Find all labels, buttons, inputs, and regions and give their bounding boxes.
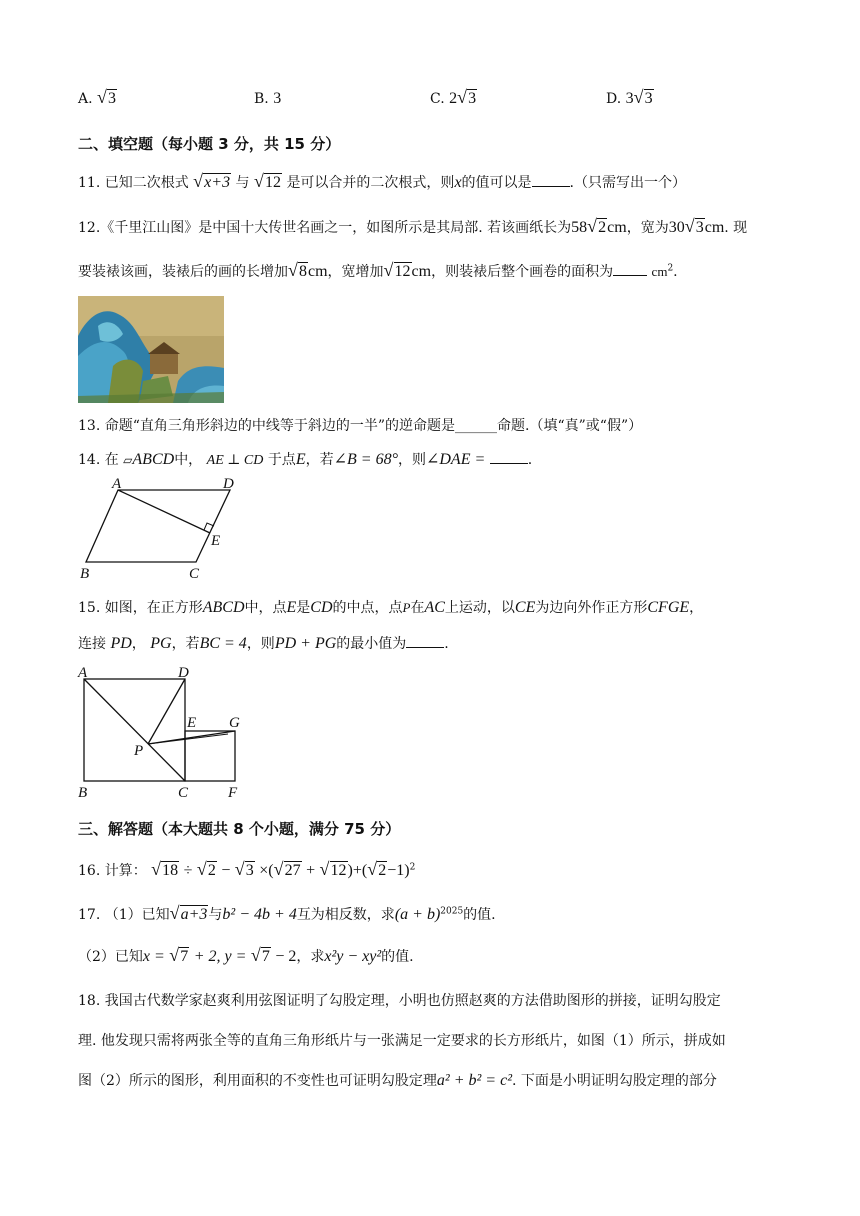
q12-text-d: 要装裱该画，装裱后的画的长增加 [78,264,288,280]
q14-text-c: 于点 [267,452,296,468]
parallelogram-figure [76,478,246,582]
q15-text-h: ， [689,600,704,616]
q16-rad3: √ 3 [236,862,255,880]
question-14 [78,449,532,469]
q12-text-e: ，宽增加 [327,264,384,280]
q12-area-unit: cm [651,264,668,279]
q16-op2: − [221,862,231,879]
q15-text-d: 的中点，点 [332,600,403,616]
q12-text-c: . 现 [724,220,748,236]
q12-add-wid-rad: √ 12 [385,263,412,281]
q18-text-b: . 下面是小明证明勾股定理的部分 [512,1073,717,1089]
q15-point-e: E [286,599,297,616]
q14-shape: ABCD [132,451,175,468]
parallelogram-shape [86,490,230,562]
q15-text-b: 中，点 [244,600,287,616]
q17-text-a: 17. （1）已知 [78,907,170,923]
q17-poly: b² − 4b + 4 [222,906,297,923]
painting-image [78,296,224,403]
q14-end: . [527,452,533,468]
option-d-coef: 3 [625,90,634,107]
option-c [430,90,477,108]
question-18-line2: 理. 他发现只需将两张全等的直角三角形纸片与一张满足一定要求的长方形纸片，如图（1）所示，拼成如 [78,1033,726,1049]
q15-blank [406,646,444,648]
q16-exp: 2 [409,862,416,873]
q18-text-a: 图（2）所示的图形，利用面积的不变性也可证明勾股定理 [78,1073,437,1089]
q17b-text-c: 的值. [381,949,414,965]
diagonal-ac [84,679,185,781]
q14-text-d: ，若 [305,452,334,468]
q15-pg: PG [150,635,172,652]
label-c: C [178,785,189,801]
q17b-y: + 2, y = [193,948,247,965]
question-12-line2 [78,261,678,281]
q16-op3: ×( [259,862,274,879]
label-p: P [134,743,144,759]
option-c-rad: √ 3 [458,90,477,108]
label-b: B [80,566,90,582]
label-f: F [228,785,238,801]
q14-blank [490,462,528,464]
q12-text-f: ，则装裱后整个画卷的面积为 [431,264,614,280]
parallelogram-icon: ▱ [123,453,133,467]
q12-wid-unit: cm [704,219,725,236]
q16-rad4: √ 27 [275,862,302,880]
q15-text-c: 是 [296,600,311,616]
q11-text-b: 与 [235,175,250,191]
q11-text-a: 11. 已知二次根式 [78,175,189,191]
q11-rad1: √ x+3 [194,174,231,192]
q16-rad6: √ 2 [368,862,387,880]
square-figure [76,663,256,803]
q17b-rad2: √ 7 [252,948,271,966]
q16-op1: ÷ [183,862,193,879]
q15-square2: CFGE [647,599,690,616]
q15-ce: CE [514,599,536,616]
q16-op6: −1) [387,862,410,879]
q12-add-len-rad: √ 8 [289,263,308,281]
q15-text-f: 上运动，以 [444,600,515,616]
q11-text-e: .（只需写出一个） [569,175,686,191]
q15-text-g: 为边向外作正方形 [535,600,648,616]
q18-equation: a² + b² = c² [436,1072,512,1089]
q17b-text-a: （2）已知 [78,949,143,965]
q15-text-j: ， [131,636,146,652]
question-15-line2 [78,633,449,653]
q14-point: E [295,451,306,468]
option-a [78,90,117,108]
q16-op4: + [306,862,316,879]
q14-text-e: ，则 [397,452,426,468]
q16-rad2: √ 2 [198,862,217,880]
option-c-coef: 2 [449,90,458,107]
question-13: 13. 命题“直角三角形斜边的中线等于斜边的一半”的逆命题是______命题.（填“真”或“假”） [78,418,643,434]
q12-wid-coef: 30 [668,219,685,236]
label-a: A [78,665,88,681]
question-18-line3 [78,1070,717,1090]
q17b-expr: x²y − xy² [324,948,382,965]
q12-blank [613,274,647,276]
q12-len-rad: √ 2 [588,219,607,237]
q12-text-b: ，宽为 [626,220,669,236]
q15-bc: BC = 4 [199,635,247,652]
question-17-part2 [78,946,414,966]
q15-end: . [444,636,449,652]
q12-len-unit: cm [607,219,627,236]
option-d-label: D. [606,91,622,107]
option-b-label: B. [254,91,269,107]
segment-pd [148,679,185,744]
q12-wid-rad: √ 3 [686,219,705,237]
q16-rad1: √ 18 [152,862,179,880]
q15-text-e: 在 [410,600,425,616]
q17-rad: √ a+3 [171,906,209,924]
option-b [254,90,281,108]
q12-area-exp: 2 [667,263,674,274]
q17-exp: 2025 [440,906,464,917]
q14-perp: AE ⊥ CD [206,453,264,468]
q17-expr: (a + b) [394,906,441,923]
q14-text-b: 中， [174,452,203,468]
question-17-part1 [78,904,496,924]
q11-rad2: √ 12 [255,174,282,192]
q15-text-a: 15. 如图，在正方形 [78,600,203,616]
q12-len-coef: 58 [571,219,588,236]
q16-rad5: √ 12 [321,862,348,880]
label-e: E [187,715,197,731]
q17b-rad1: √ 7 [170,948,189,966]
q15-square: ABCD [202,599,245,616]
option-c-label: C. [430,91,445,107]
question-12-line1 [78,217,747,237]
q17b-y2: − 2 [275,948,297,965]
segment-pg-inner [148,734,228,744]
q14-angle: ∠B = 68° [333,451,398,468]
option-b-value: 3 [273,90,282,107]
q15-text-l: ，则 [246,636,275,652]
q15-text-i: 连接 [78,636,106,652]
section2-heading: 二、填空题（每小题 3 分，共 15 分） [78,135,341,153]
q11-blank [532,185,570,187]
question-11 [78,172,686,192]
q14-text-a: 14. 在 [78,452,119,468]
question-18-line1: 18. 我国古代数学家赵爽利用弦图证明了勾股定理，小明也仿照赵爽的方法借助图形的拼接，证明勾股定 [78,993,721,1009]
question-16 [78,860,415,880]
q12-add-wid-unit: cm [411,263,432,280]
q14-ask: ∠DAE = [425,451,486,468]
q12-add-len-unit: cm [308,263,328,280]
q17-text-b: 与 [208,907,223,923]
q17b-x: x = [142,948,165,965]
option-a-label: A. [78,91,93,107]
option-d [606,90,654,108]
option-a-value: √ 3 [98,90,117,108]
segment-ae [118,490,210,533]
q15-ac: AC [424,599,445,616]
label-c: C [189,566,200,582]
q11-text-c: 是可以合并的二次根式，则 [286,175,455,191]
q15-cd: CD [310,599,333,616]
label-b: B [78,785,88,801]
q15-sum: PD + PG [274,635,337,652]
q11-var: x [454,174,462,191]
q16-op5: )+( [347,862,368,879]
q16-text: 16. 计算： [78,863,147,879]
label-g: G [229,715,240,731]
label-d: D [223,478,234,492]
question-15-line1 [78,597,703,617]
q15-text-k: ，若 [171,636,200,652]
q15-text-m: 的最小值为 [336,636,407,652]
q17-text-c: 互为相反数，求 [296,907,395,923]
label-a: A [112,478,122,492]
option-d-rad: √ 3 [635,90,654,108]
q15-pd: PD [110,635,132,652]
q17b-text-b: ，求 [296,949,325,965]
q11-text-d: 的值可以是 [461,175,532,191]
label-e: E [211,533,221,549]
q12-text-a: 12.《千里江山图》是中国十大传世名画之一，如图所示是其局部. 若该画纸长为 [78,220,572,236]
landscape-painting-icon [78,296,224,403]
q15-point-p: P [402,600,411,615]
section3-heading: 三、解答题（本大题共 8 个小题，满分 75 分） [78,820,401,838]
label-d: D [178,665,189,681]
q12-end: . [673,264,678,280]
q17-text-d: 的值. [463,907,496,923]
